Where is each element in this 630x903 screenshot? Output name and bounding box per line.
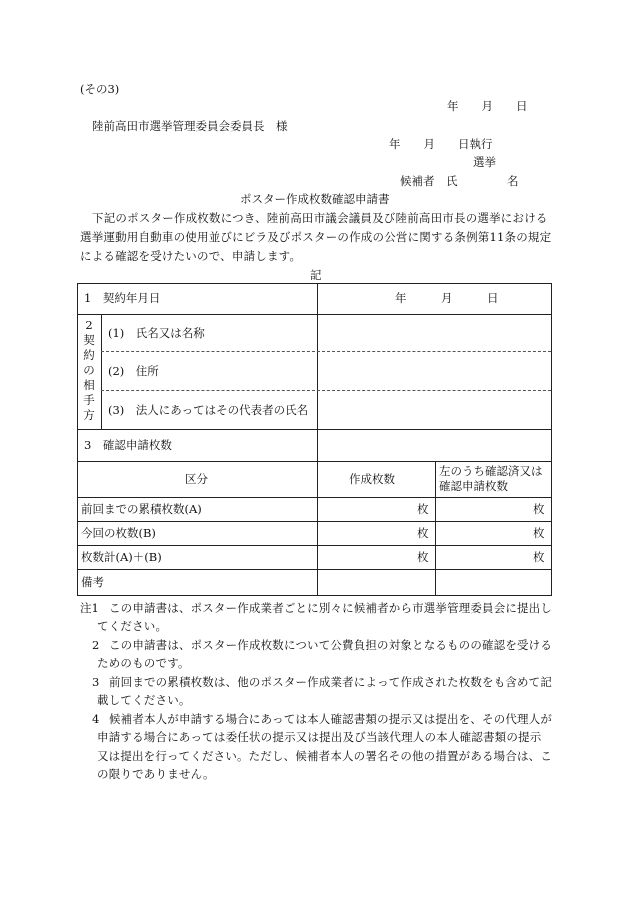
ki-label: 記 <box>310 268 322 282</box>
submission-date: 年 月 日 <box>447 99 528 113</box>
note-1-line-1: この申請書は、ポスター作成業者ごとに別々に候補者から市選挙管理委員会に提出し <box>109 601 553 615</box>
candidate-name-mei: 名 <box>507 174 519 188</box>
note-4-number: 4 <box>92 712 100 726</box>
note-2-number: 2 <box>92 638 100 652</box>
note-3-line-2: 載してください。 <box>97 693 191 707</box>
contract-date-label: 1 契約年月日 <box>84 291 161 305</box>
note-1-line-2: てください。 <box>97 619 168 633</box>
document-title: ポスター作成枚数確認申請書 <box>240 192 390 206</box>
intro-line-2: 選挙運動用自動車の使用並びにビラ及びポスターの作成の公営に関する条例第11条の規定 <box>80 230 552 244</box>
note-3-number: 3 <box>92 675 100 689</box>
contract-date-value: 年 月 日 <box>395 291 499 305</box>
row-remarks: 備考 <box>81 575 104 589</box>
header-category: 区分 <box>185 472 208 486</box>
header-confirmed-1: 左のうち確認済又は <box>439 464 543 478</box>
party-name-label: (1) 氏名又は名称 <box>108 326 205 340</box>
row-current-count: 今回の枚数(B) <box>81 526 156 540</box>
note-1-number: 注1 <box>80 601 99 615</box>
request-count-label: 3 確認申請枚数 <box>84 438 172 452</box>
addressee: 陸前高田市選挙管理委員会委員長 様 <box>92 119 288 133</box>
note-2-line-1: この申請書は、ポスター作成枚数について公費負担の対象となるものの確認を受ける <box>109 638 552 652</box>
unit-current-confirmed: 枚 <box>533 526 545 540</box>
unit-total-produced: 枚 <box>417 550 429 564</box>
note-4-line-4: の限りでありません。 <box>97 767 215 781</box>
election-name: 選挙 <box>473 155 496 169</box>
header-confirmed-2: 確認申請枚数 <box>439 479 508 493</box>
party-representative-label: (3) 法人にあってはその代表者の氏名 <box>108 403 309 417</box>
intro-line-1: 下記のポスター作成枚数につき、陸前高田市議会議員及び陸前高田市長の選挙における <box>92 211 548 225</box>
intro-line-3: による確認を受けたいので、申請します。 <box>80 249 302 263</box>
form-number: (その3) <box>80 82 120 96</box>
note-2-line-2: ためのものです。 <box>97 656 190 670</box>
unit-current-produced: 枚 <box>417 526 429 540</box>
row-previous-cumulative: 前回までの累積枚数(A) <box>81 502 202 516</box>
header-produced: 作成枚数 <box>349 472 395 486</box>
unit-previous-confirmed: 枚 <box>533 502 545 516</box>
note-4-line-1: 候補者本人が申請する場合にあっては本人確認書類の提示又は提出を、その代理人が <box>109 712 553 726</box>
note-4-line-3: 又は提出を行ってください。ただし、候補者本人の署名その他の措置がある場合は、こ <box>97 749 553 763</box>
note-3-line-1: 前回までの累積枚数は、他のポスター作成業者によって作成された枚数をも含めて記 <box>109 675 553 689</box>
party-address-label: (2) 住所 <box>108 364 159 378</box>
unit-total-confirmed: 枚 <box>533 550 545 564</box>
candidate-name-label: 候補者 氏 <box>400 174 458 188</box>
election-date: 年 月 日執行 <box>389 137 493 151</box>
application-table: 1 契約年月日 年 月 日 2 契 約 の 相 手 方 (1) 氏名又は名称 (2) 住所 (3) 法人にあってはその代表者の氏名 3 確認申請枚数 区分 作成枚数 左のうち確認済又は 確認申請枚数 前回までの累積枚数(A) 枚 枚 今回の枚数(B) 枚 枚 枚数計(A)＋(B) 枚 枚 備考 <box>77 283 552 596</box>
note-4-line-2: 申請する場合にあっては委任状の提示又は提出及び当該代理人の本人確認書類の提示 <box>97 730 542 744</box>
row-total-count: 枚数計(A)＋(B) <box>81 550 162 564</box>
unit-previous-produced: 枚 <box>417 502 429 516</box>
